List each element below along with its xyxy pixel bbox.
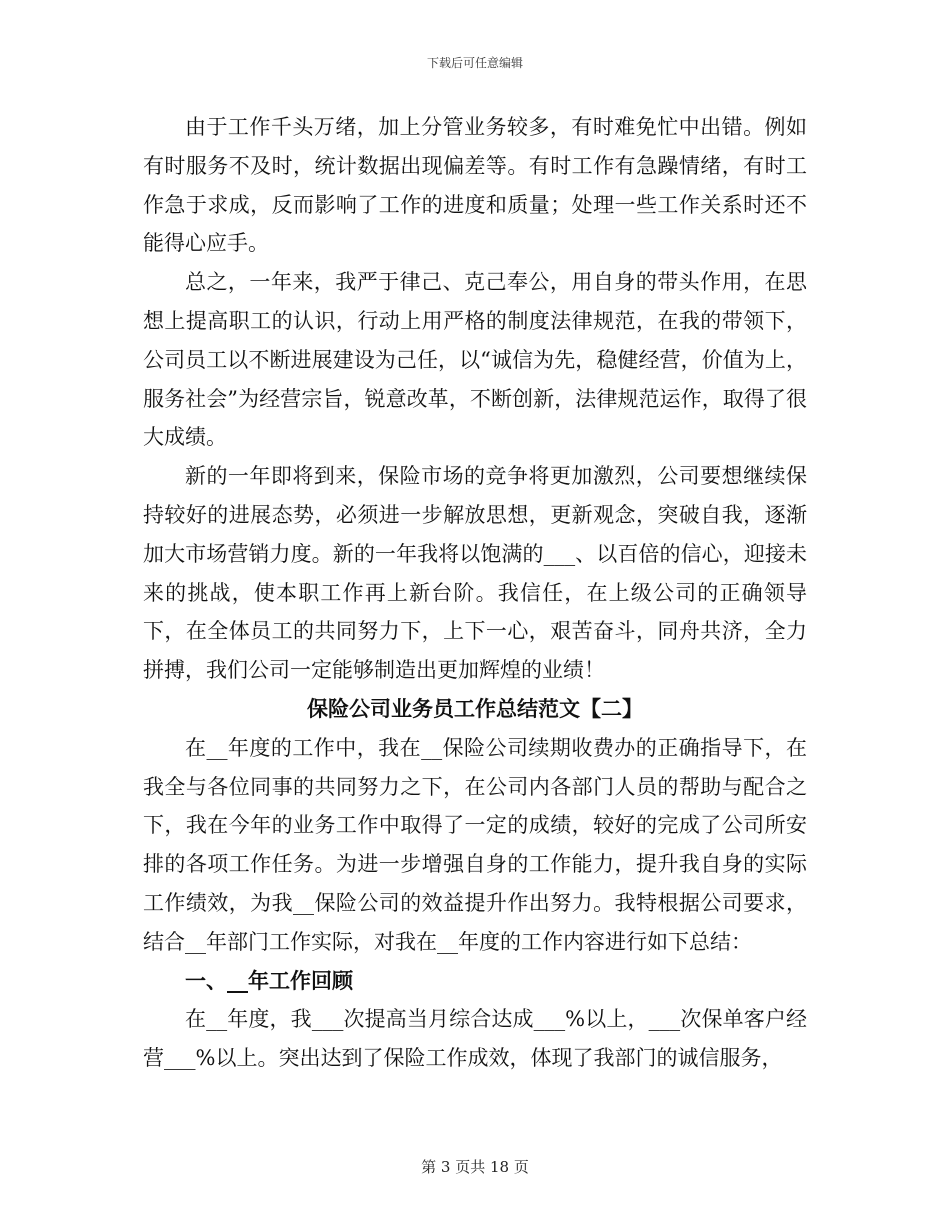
page-header: 下载后可任意编辑 (426, 56, 523, 70)
paragraph: 新的一年即将到来，保险市场的竞争将更加激烈，公司要想继续保持较好的进展态势，必须进一步解放思想，更新观念，突破自我，逐渐加大市场营销力度。新的一年我将以饱满的___、以百倍的信心，迎接未来的挑战，使本职工作再上新台阶。我信任，在上级公司的正确领导下，在全体员工的共同努力下，上下一心，艰苦奋斗，同舟共济，全力拼搏，我们公司一定能够制造出更加辉煌的业绩！ (143, 464, 807, 683)
subsection-heading: 一、__年工作回顾 (185, 967, 353, 993)
paragraph: 在__年度的工作中，我在__保险公司续期收费办的正确指导下，在我全与各位同事的共同努力之下，在公司内各部门人员的帮助与配合之下，我在今年的业务工作中取得了一定的成绩，较好的完成了公司所安排的各项工作任务。为进一步增强自身的工作能力，提升我自身的实际工作绩效，为我__保险公司的效益提升作出努力。我特根据公司要求，结合__年部门工作实际，对我在__年度的工作内容进行如下总结： (143, 735, 807, 954)
page-footer: 第 3 页共 18 页 (421, 1158, 529, 1176)
paragraph: 由于工作千头万绪，加上分管业务较多，有时难免忙中出错。例如有时服务不及时，统计数据出现偏差等。有时工作有急躁情绪，有时工作急于求成，反而影响了工作的进度和质量；处理一些工作关系时还不能得心应手。 (143, 115, 807, 256)
section-title: 保险公司业务员工作总结范文【二】 (307, 695, 643, 721)
paragraph: 总之，一年来，我严于律己、克己奉公，用自身的带头作用，在思想上提高职工的认识，行动上用严格的制度法律规范，在我的带领下，公司员工以不断进展建设为己任，以“诚信为先，稳健经营，价值为上，服务社会”为经营宗旨，锐意改革，不断创新，法律规范运作，取得了很大成绩。 (143, 270, 807, 450)
document-body (143, 108, 807, 1078)
paragraph: 在__年度，我___次提高当月综合达成___%以上，___次保单客户经营___%以上。突出达到了保险工作成效，体现了我部门的诚信服务， (143, 1007, 807, 1071)
